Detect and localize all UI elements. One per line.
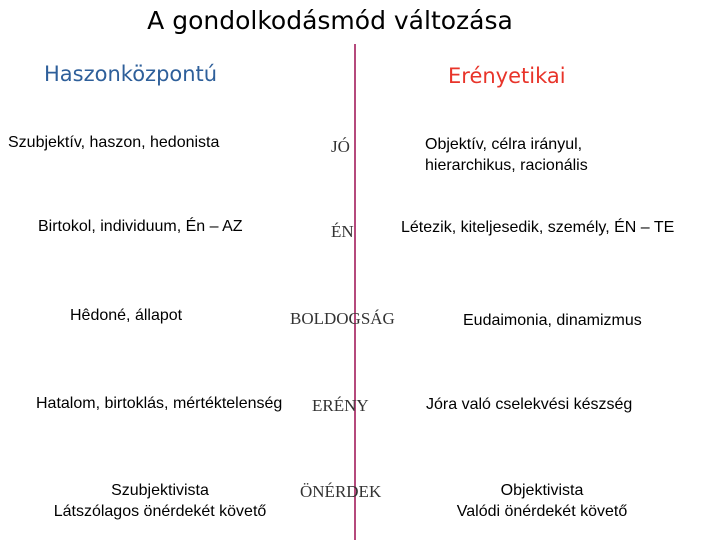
row1-right-text xyxy=(425,134,588,176)
right-column-heading: Erényetikai xyxy=(448,64,566,88)
row2-right-text: Létezik, kiteljesedik, személy, ÉN – TE xyxy=(401,219,675,236)
row4-concept: ERÉNY xyxy=(312,396,369,415)
row1-right-line2: hierarchikus, racionális xyxy=(425,157,588,174)
page-title: A gondolkodásmód változása xyxy=(147,6,513,35)
left-column-heading: Haszonközpontú xyxy=(44,62,218,86)
row1-concept: JÓ xyxy=(331,137,350,156)
row5-left-line2: Látszólagos önérdekét követő xyxy=(53,503,267,520)
row3-left-text: Hêdoné, állapot xyxy=(70,307,183,324)
row5-right-line1: Objektivista xyxy=(500,482,584,499)
row4-right-text: Jóra való cselekvési készség xyxy=(426,396,633,413)
row5-right-line2: Valódi önérdekét követő xyxy=(456,503,628,520)
row5-left-line1: Szubjektivista xyxy=(111,482,209,499)
row5-left-text xyxy=(26,480,294,522)
row3-concept: BOLDOGSÁG xyxy=(290,309,395,328)
row1-right-line1: Objektív, célra irányul, xyxy=(425,136,583,153)
row5-right-text xyxy=(434,480,650,522)
center-divider xyxy=(354,44,356,540)
row2-left-text: Birtokol, individuum, Én – AZ xyxy=(38,218,243,235)
row2-concept: ÉN xyxy=(331,222,354,241)
row4-left-text: Hatalom, birtoklás, mértéktelenség xyxy=(36,395,283,412)
row3-right-text: Eudaimonia, dinamizmus xyxy=(463,312,642,329)
row1-left-text: Szubjektív, haszon, hedonista xyxy=(8,134,220,151)
row5-concept: ÖNÉRDEK xyxy=(300,482,382,501)
